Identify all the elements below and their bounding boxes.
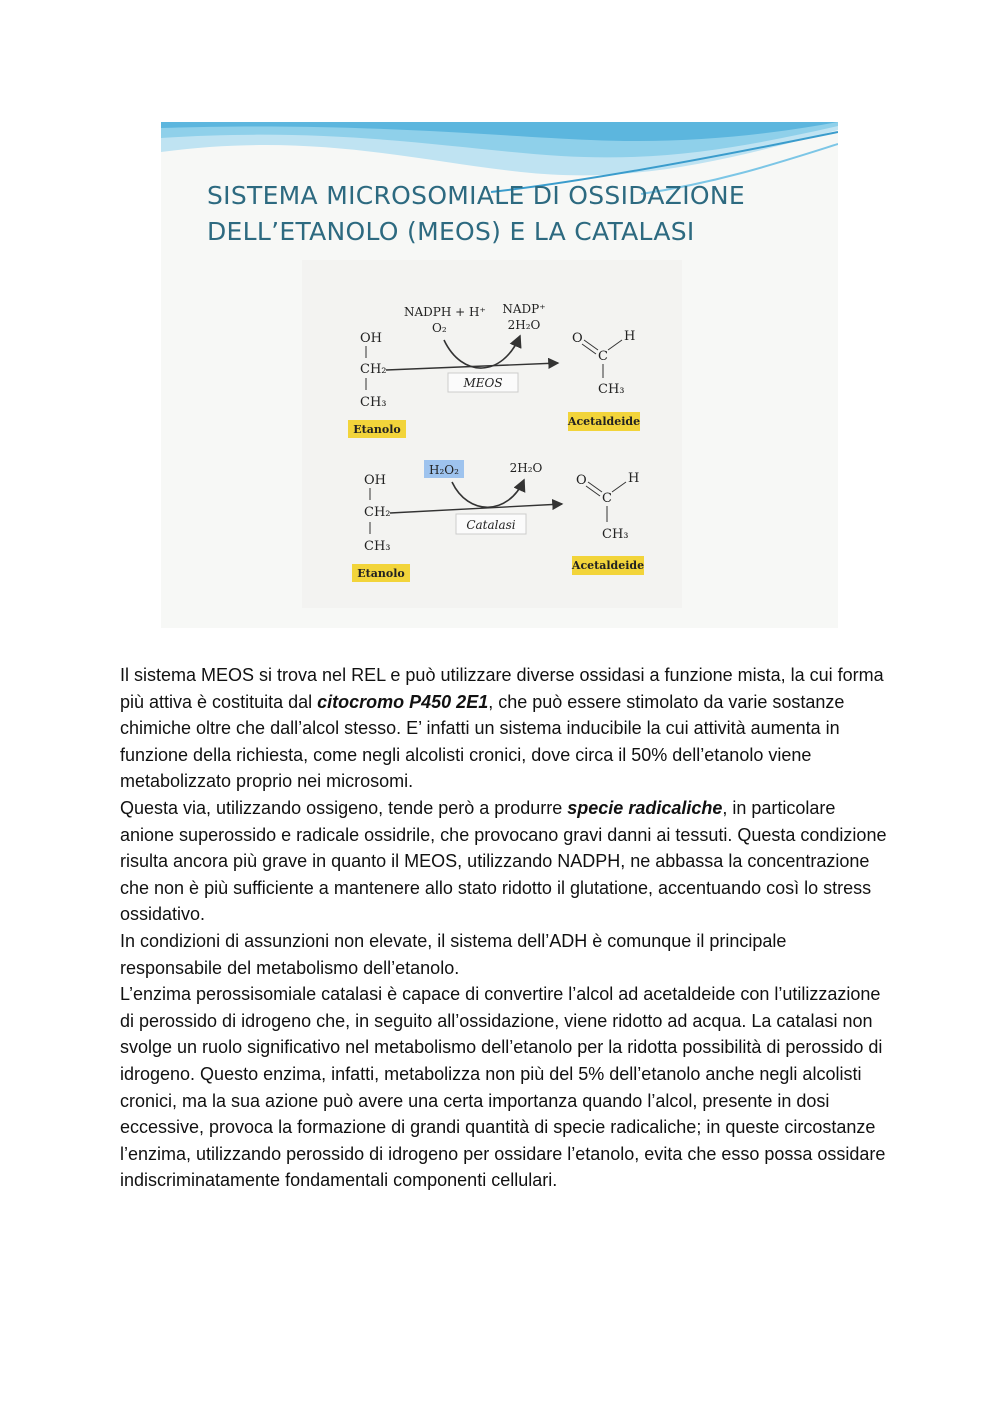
reaction-2-cofactor-in: H₂O₂: [429, 463, 459, 477]
reaction-2-substrate-oh: OH: [364, 473, 386, 488]
reaction-2-product-ch3: CH₃: [602, 527, 629, 542]
reaction-1-substrate-label: Etanolo: [353, 423, 401, 436]
reaction-1-product-o: O: [572, 331, 583, 346]
reaction-2-product-h: H: [628, 471, 640, 486]
reaction-1-product-label: Acetaldeide: [567, 415, 641, 428]
reaction-1-product-ch3: CH₃: [598, 382, 625, 397]
slide-title: [207, 178, 827, 250]
reaction-1-substrate-oh: OH: [360, 331, 382, 346]
reaction-1-substrate-ch2: CH₂: [360, 362, 387, 377]
reaction-2-product-o: O: [576, 473, 587, 488]
reaction-1-enzyme: MEOS: [463, 376, 503, 390]
paragraph-2-part-c: , in particolare anione superossido e radicale ossidrile, che provocano gravi danni ai tessuti. Questa condizione risulta ancora più grave in quanto il MEOS, utilizzando NADPH, ne abbassa la concentrazione che non è più sufficiente a mantenere allo stato ridotto il glutatione, accentuando così lo stress ossidativo.: [120, 797, 887, 925]
paragraph-2: [120, 795, 890, 928]
reaction-1-product-h: H: [624, 329, 636, 344]
reaction-2-substrate-label: Etanolo: [357, 567, 405, 580]
reaction-2-cofactor-out: 2H₂O: [509, 461, 543, 475]
slide-title-line-1: SISTEMA MICROSOMIALE DI OSSIDAZIONE: [207, 181, 745, 210]
reaction-1-product-c: C: [598, 349, 608, 364]
body-text: [120, 662, 890, 1194]
highlight-specie-radicaliche: specie radicaliche: [567, 797, 723, 818]
reaction-2-substrate-ch3: CH₃: [364, 539, 391, 554]
reaction-2-substrate-ch2: CH₂: [364, 505, 391, 520]
reaction-2-product-label: Acetaldeide: [571, 559, 645, 572]
paragraph-2-part-a: Questa via, utilizzando ossigeno, tende però a produrre: [120, 797, 568, 818]
reaction-1-substrate-ch3: CH₃: [360, 395, 387, 410]
highlight-citocromo: citocromo P450 2E1: [317, 691, 489, 712]
paragraph-3: In condizioni di assunzioni non elevate, il sistema dell’ADH è comunque il principale responsabile del metabolismo dell’etanolo.: [120, 930, 787, 978]
reaction-1-cofactor-water: 2H₂O: [507, 318, 541, 332]
reaction-1-cofactor-out: NADP⁺: [502, 302, 546, 316]
paragraph-1: [120, 662, 890, 795]
reaction-1-cofactor-in: NADPH + H⁺: [404, 305, 486, 319]
reaction-diagram: [302, 260, 682, 608]
reaction-1-cofactor-o2: O₂: [432, 321, 447, 335]
paragraph-4: L’enzima perossisomiale catalasi è capace di convertire l’alcol ad acetaldeide con l’utilizzazione di perossido di idrogeno che, in seguito all’ossidazione, viene ridotto ad acqua. La catalasi non svolge un ruolo significativo nel metabolismo dell’etanolo per la ridotta possibilità di perossido di idrogeno. Questo enzima, infatti, metabolizza non più del 5% dell’etanolo anche negli alcolisti cronici, ma la sua azione può avere una certa importanza quando l’alcol, presente in dosi eccessive, provoca la formazione di grandi quantità di specie radicaliche; in queste circostanze l’enzima, utilizzando perossido di idrogeno per ossidare l’etanolo, evita che esso possa ossidare indiscriminatamente fondamentali componenti cellulari.: [120, 984, 886, 1191]
paragraph-1-part-c: , che può essere stimolato da varie sostanze chimiche oltre che dall’alcol stesso. E’ infatti un sistema inducibile la cui attività aumenta in funzione della richiesta, come negli alcolisti cronici, dove circa il 50% dell’etanolo viene metabolizzato proprio nei microsomi.: [120, 691, 845, 792]
reaction-2-enzyme: Catalasi: [466, 518, 516, 532]
paragraph-1-part-a: Il sistema MEOS si trova nel REL e può utilizzare diverse ossidasi a funzione mista, la cui forma più attiva è costituita dal: [120, 665, 884, 712]
reaction-2-product-c: C: [602, 491, 612, 506]
slide-title-line-2: DELL’ETANOLO (MEOS) E LA CATALASI: [207, 217, 695, 246]
